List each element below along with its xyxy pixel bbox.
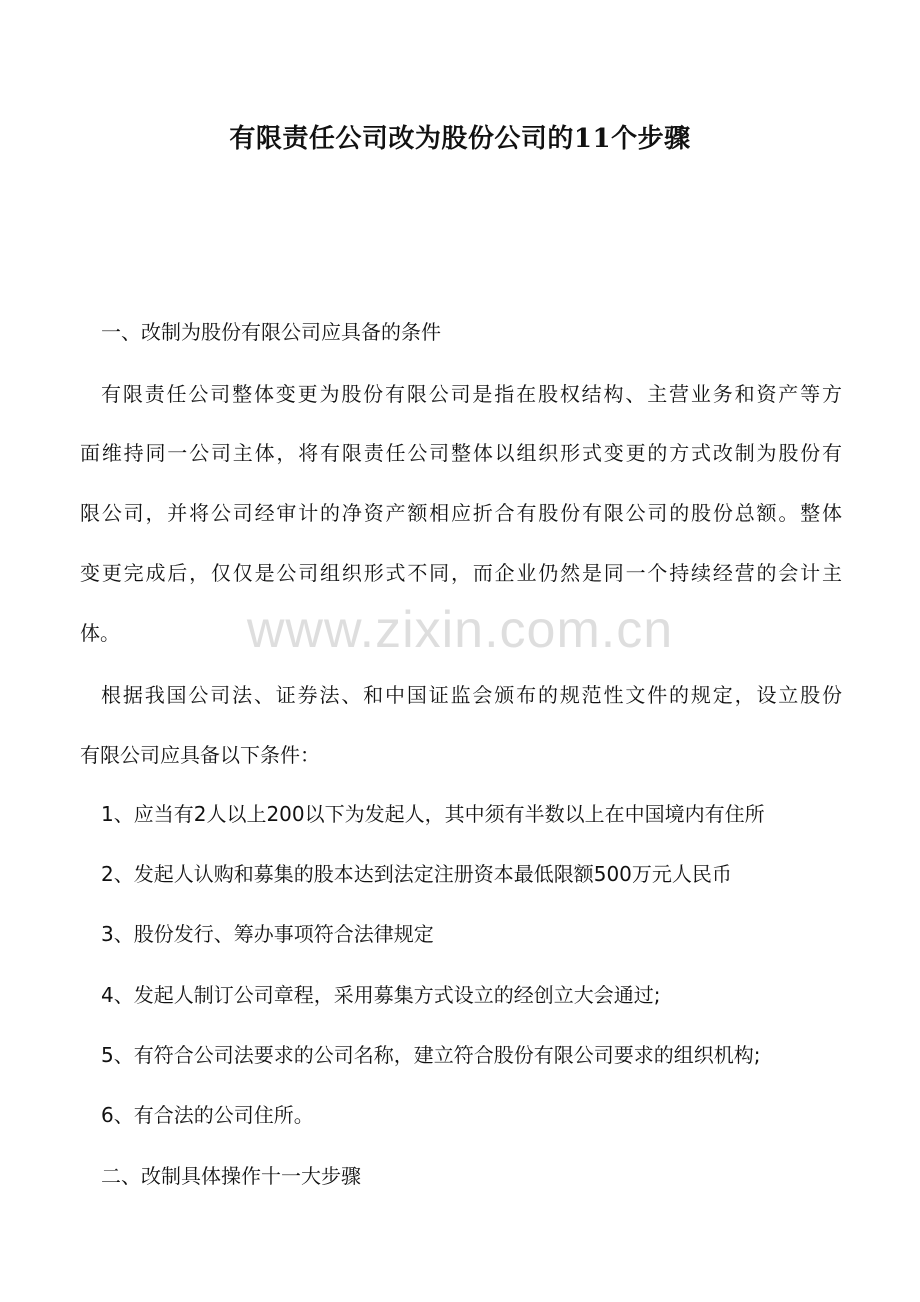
paragraph-line: 根据我国公司法、证券法、和中国证监会颁布的规范性文件的规定，设立股份 (101, 683, 842, 707)
condition-item-6: 6、有合法的公司住所。 (101, 1103, 314, 1127)
paragraph-line: 限公司，并将公司经审计的净资产额相应折合有股份有限公司的股份总额。整体 (80, 501, 842, 525)
section-heading-conditions: 一、改制为股份有限公司应具备的条件 (101, 320, 441, 344)
paragraph-line: 变更完成后，仅仅是公司组织形式不同，而企业仍然是同一个持续经营的会计主 (80, 561, 842, 585)
watermark: www.zixin.com.cn (246, 601, 674, 659)
condition-item-3: 3、股份发行、筹办事项符合法律规定 (101, 922, 434, 946)
document-title: 有限责任公司改为股份公司的11个步骤 (229, 124, 691, 154)
paragraph-line: 有限公司应具备以下条件： (80, 743, 320, 767)
condition-item-5: 5、有符合公司法要求的公司名称，建立符合股份有限公司要求的组织机构; (101, 1043, 761, 1067)
paragraph-line: 体。 (80, 621, 120, 645)
section-heading-steps: 二、改制具体操作十一大步骤 (101, 1164, 361, 1188)
condition-item-4: 4、发起人制订公司章程，采用募集方式设立的经创立大会通过; (101, 983, 661, 1007)
paragraph-line: 面维持同一公司主体，将有限责任公司整体以组织形式变更的方式改制为股份有 (80, 441, 842, 465)
condition-item-2: 2、发起人认购和募集的股本达到法定注册资本最低限额500万元人民币 (101, 862, 732, 886)
condition-item-1: 1、应当有2人以上200以下为发起人，其中须有半数以上在中国境内有住所 (101, 802, 765, 826)
paragraph-line: 有限责任公司整体变更为股份有限公司是指在股权结构、主营业务和资产等方 (101, 382, 842, 406)
